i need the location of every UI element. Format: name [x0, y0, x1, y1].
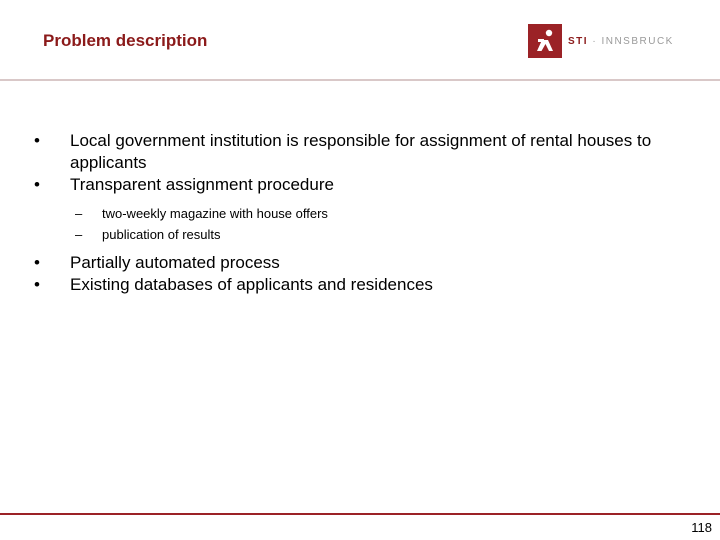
bullet-item: • Partially automated process [34, 252, 654, 274]
bullet-list [34, 130, 654, 296]
logo-brand: STI [568, 35, 589, 47]
header-divider [0, 79, 720, 81]
sub-bullet-item: – two-weekly magazine with house offers [34, 203, 654, 224]
bullet-item: • Transparent assignment procedure [34, 174, 654, 196]
bullet-item: • Existing databases of applicants and residences [34, 274, 654, 296]
sub-bullet-item: – publication of results [34, 224, 654, 245]
footer-divider [0, 513, 720, 515]
logo-wordmark [568, 36, 674, 47]
logo-mark-icon [528, 24, 562, 58]
slide-title: Problem description [43, 31, 208, 50]
page-number: 118 [691, 520, 712, 535]
sub-bullet-list [34, 203, 654, 245]
logo-place: · INNSBRUCK [588, 35, 674, 47]
sti-innsbruck-logo [528, 24, 674, 58]
bullet-item: • Local government institution is responsible for assignment of rental houses to applicants [34, 130, 654, 174]
